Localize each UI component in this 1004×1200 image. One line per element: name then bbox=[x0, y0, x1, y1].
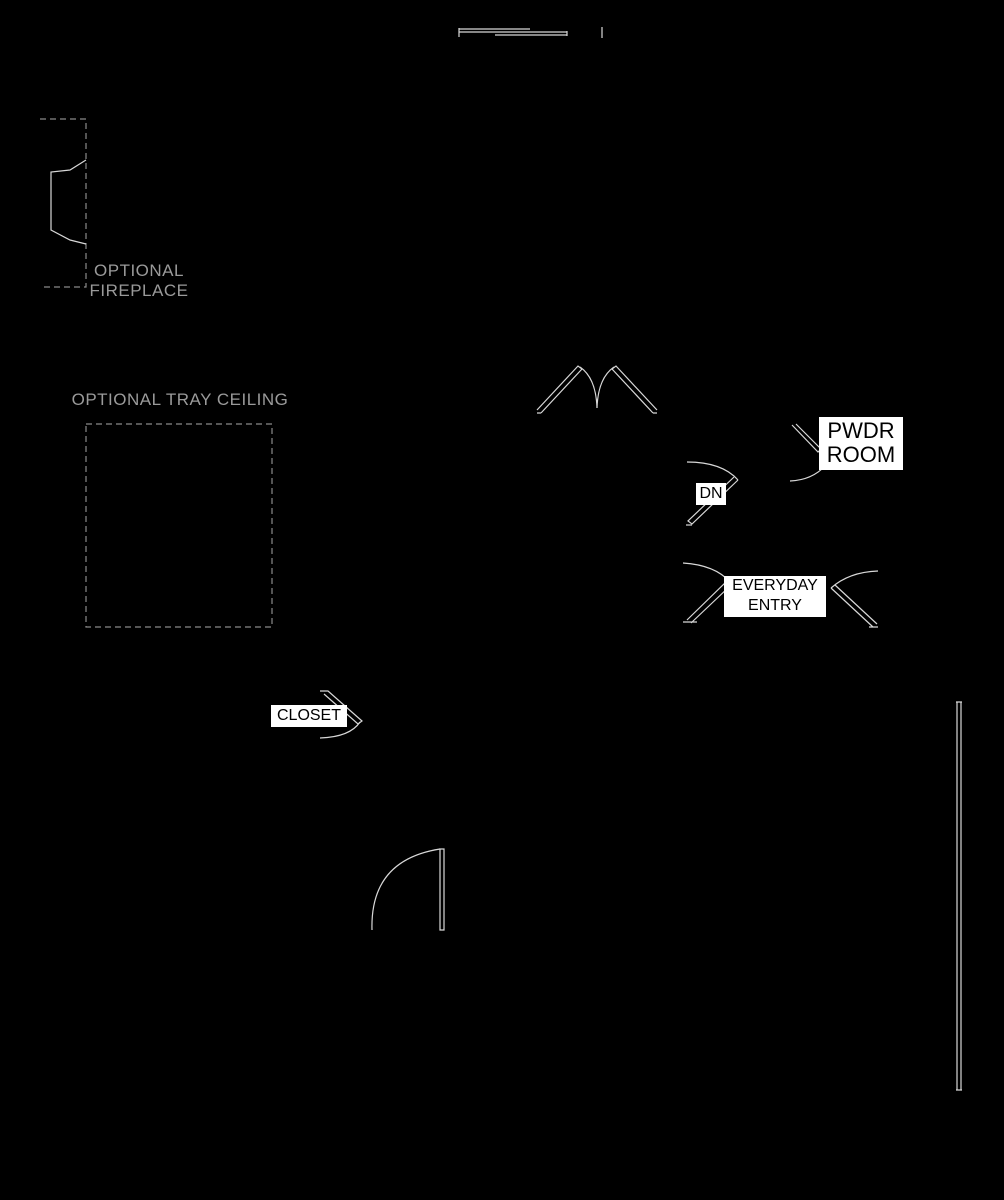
optional-fireplace-label bbox=[86, 261, 192, 301]
optional-fireplace-line1: OPTIONAL bbox=[94, 261, 184, 280]
optional-fireplace-line2: FIREPLACE bbox=[89, 281, 189, 300]
optional-tray-ceiling-label: OPTIONAL TRAY CEILING bbox=[71, 390, 289, 409]
everyday-entry-label bbox=[724, 576, 826, 617]
everyday-line2: ENTRY bbox=[748, 597, 802, 614]
double-door bbox=[537, 366, 657, 413]
pwdr-room-label bbox=[819, 417, 903, 470]
everyday-line1: EVERYDAY bbox=[732, 577, 818, 594]
swing-door bbox=[372, 849, 444, 930]
tray-ceiling-outline bbox=[86, 424, 272, 627]
right-window bbox=[956, 702, 962, 1090]
top-window bbox=[459, 27, 602, 38]
optional-fireplace bbox=[40, 119, 86, 287]
pwdr-line1: PWDR bbox=[827, 418, 895, 443]
closet-label: CLOSET bbox=[271, 705, 347, 727]
pwdr-line2: ROOM bbox=[826, 441, 896, 467]
dn-label: DN bbox=[696, 483, 726, 505]
